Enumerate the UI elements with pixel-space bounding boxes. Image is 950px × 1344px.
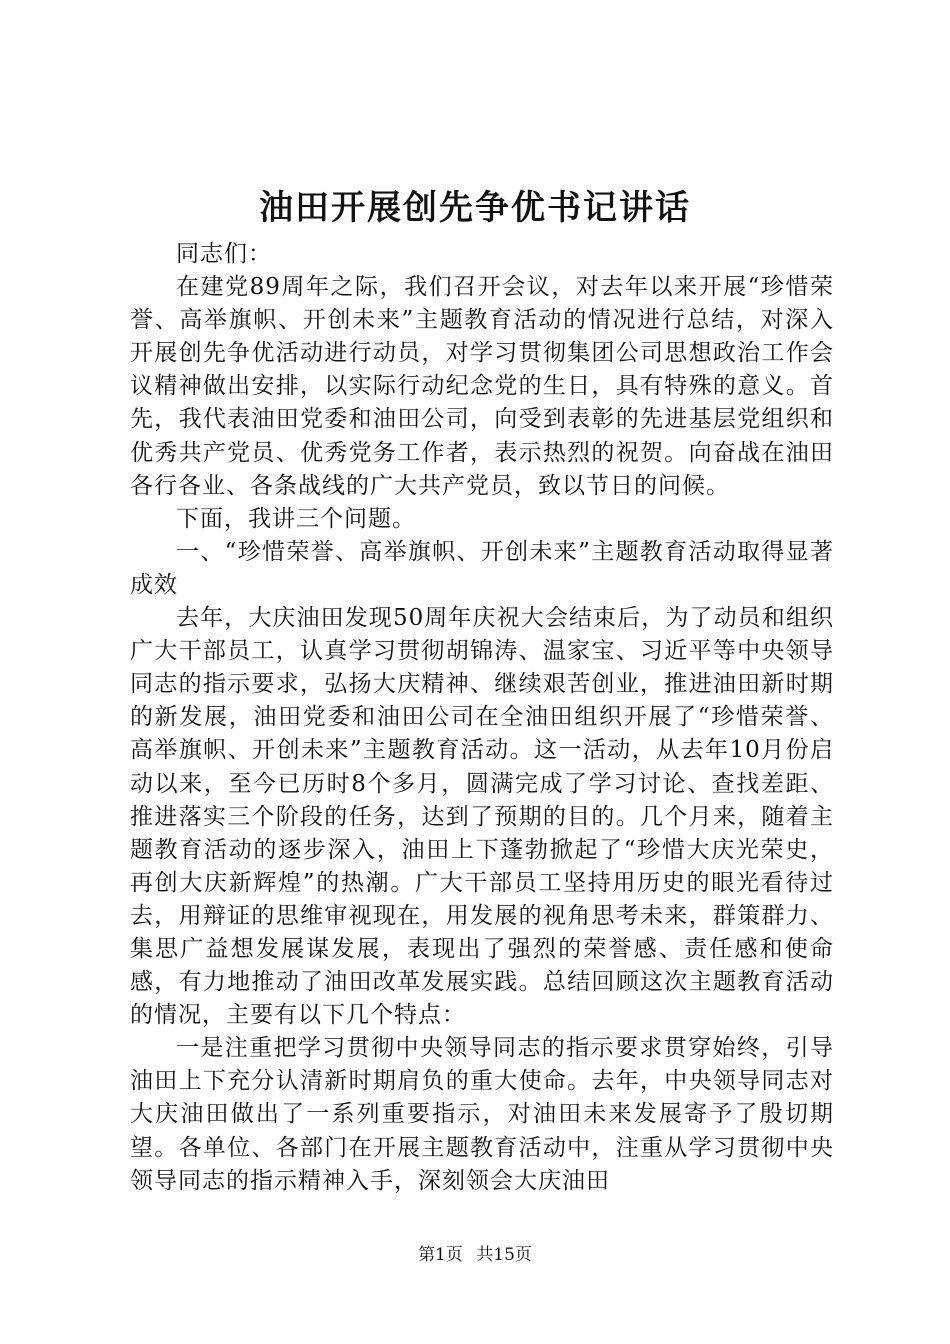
paragraph-opening: 在建党89周年之际，我们召开会议，对去年以来开展“珍惜荣誉、高举旗帜、开创未来”主题教育活动的情况进行总结，对深入开展创先争优活动进行动员，对学习贯彻集团公司思想政治工作会议精神做出安排，以实际行动纪念党的生日，具有特殊的意义。首先，我代表油田党委和油田公司，向受到表彰的先进基层党组织和优秀共产党员、优秀党务工作者，表示热烈的祝贺。向奋战在油田各行各业、各条战线的广大共产党员，致以节日的问候。	[130, 274, 834, 499]
paragraph-review: 去年，大庆油田发现50周年庆祝大会结束后，为了动员和组织广大干部员工，认真学习贯彻胡锦涛、温家宝、习近平等中央领导同志的指示要求，弘扬大庆精神、继续艰苦创业，推进油田新时期的新发展，油田党委和油田公司在全油田组织开展了“珍惜荣誉、高举旗帜、开创未来”主题教育活动。这一活动，从去年10月份启动以来，至今已历时8个多月，圆满完成了学习讨论、查找差距、推进落实三个阶段的任务，达到了预期的目的。几个月来，随着主题教育活动的逐步深入，油田上下蓬勃掀起了“珍惜大庆光荣史，再创大庆新辉煌”的热潮。广大干部员工坚持用历史的眼光看待过去，用辩证的思维审视现在，用发展的视角思考未来，群策群力、集思广益想发展谋发展，表现出了强烈的荣誉感、责任感和使命感，有力地推动了油田改革发展实践。总结回顾这次主题教育活动的情况，主要有以下几个特点：	[130, 605, 834, 1029]
page-total: 共15页	[476, 1245, 532, 1265]
section-heading-1: 一、“珍惜荣誉、高举旗帜、开创未来”主题教育活动取得显著成效	[130, 538, 834, 598]
document-body	[130, 238, 834, 1198]
document-title: 油田开展创先争优书记讲话	[259, 188, 691, 228]
paragraph-feature-1: 一是注重把学习贯彻中央领导同志的指示要求贯穿始终，引导油田上下充分认清新时期肩负的重大使命。去年，中央领导同志对大庆油田做出了一系列重要指示，对油田未来发展寄予了殷切期望。各单位、各部门在开展主题教育活动中，注重从学习贯彻中央领导同志的指示精神入手，深刻领会大庆油田	[130, 1035, 834, 1194]
page-number: 第1页	[418, 1245, 463, 1265]
page-footer	[0, 1243, 950, 1267]
paragraph-outline: 下面，我讲三个问题。	[176, 505, 416, 532]
paragraph-salutation: 同志们：	[176, 241, 272, 267]
